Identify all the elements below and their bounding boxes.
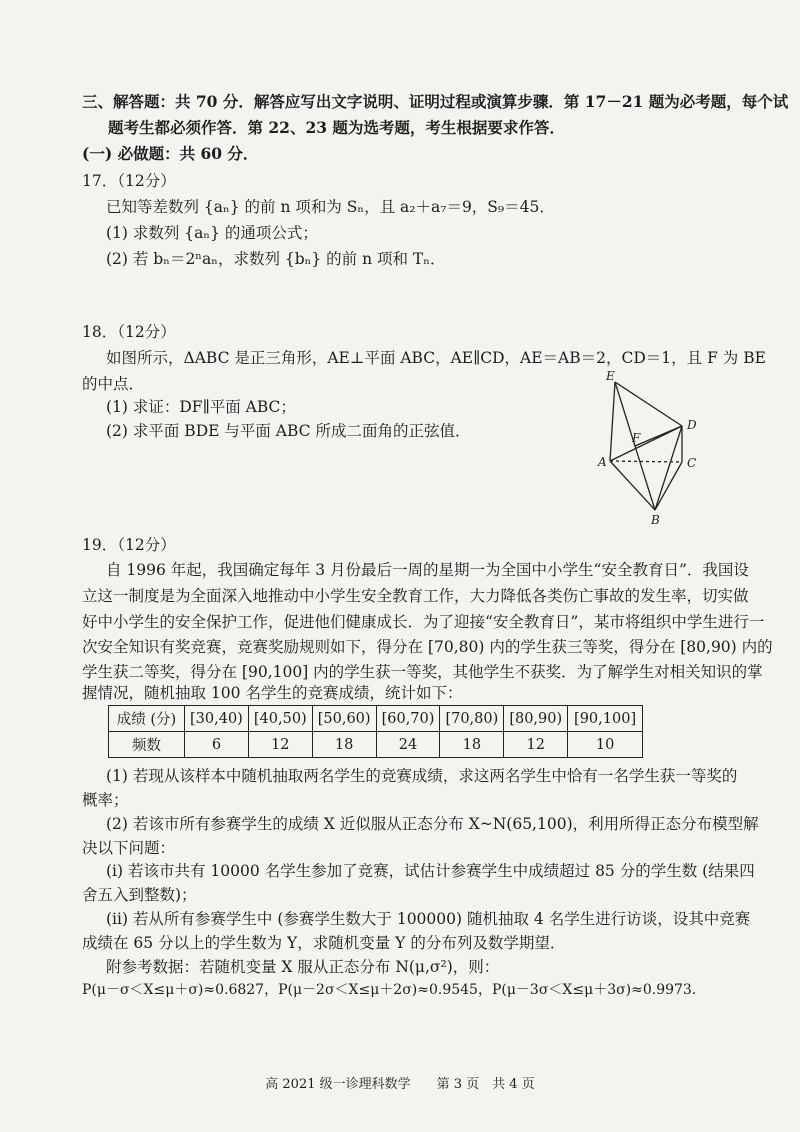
table-cell: 10 — [568, 732, 643, 758]
q17-part1: (1) 求数列 {aₙ} 的通项公式； — [106, 224, 318, 242]
table-cell: [80,90) — [504, 706, 568, 732]
section-heading-line2: 题考生都必须作答．第 22、23 题为选考题，考生根据要求作答． — [108, 118, 565, 137]
table-cell: [70,80) — [440, 706, 504, 732]
q18-stem-line1: 如图所示，ΔABC 是正三角形，AE⊥平面 ABC，AE∥CD，AE＝AB＝2，CD＝1，且 F 为 BE — [106, 349, 766, 367]
q18-part1: (1) 求证：DF∥平面 ABC； — [106, 398, 296, 416]
part-heading: (一) 必做题：共 60 分． — [82, 144, 259, 163]
label-f: F — [632, 431, 641, 445]
table-cell: [60,70) — [376, 706, 440, 732]
q19-reference-line1: 附参考数据：若随机变量 X 服从正态分布 N(μ,σ²)，则： — [106, 958, 500, 976]
q17-stem: 已知等差数列 {aₙ} 的前 n 项和为 Sₙ，且 a₂＋a₇＝9，S₉＝45． — [106, 198, 555, 216]
table-row — [109, 706, 643, 732]
q19-para-line5: 学生获二等奖，得分在 [90,100] 内的学生获一等奖，其他学生不获奖．为了解学生对相关知识的掌 — [82, 663, 763, 681]
table-cell: 18 — [440, 732, 504, 758]
q19-sub2-line2: 决以下问题： — [82, 839, 176, 857]
q18-part2: (2) 求平面 BDE 与平面 ABC 所成二面角的正弦值． — [106, 422, 471, 440]
label-a: A — [598, 455, 607, 469]
q19-reference-line2: P(μ－σ＜X≤μ＋σ)≈0.6827，P(μ－2σ＜X≤μ＋2σ)≈0.9545，P(μ－3σ＜X≤μ＋3σ)≈0.9973． — [82, 982, 706, 998]
table-cell: 18 — [312, 732, 376, 758]
q18-stem-line2: 的中点． — [82, 375, 145, 393]
q19-sub2ii-line2: 成绩在 65 分以上的学生数为 Y，求随机变量 Y 的分布列及数学期望． — [82, 934, 566, 952]
q19-para-line2: 立这一制度是为全面深入地推动中小学生安全教育工作，大力降低各类伤亡事故的发生率，切实做 — [82, 587, 749, 605]
table-header-frequency: 频数 — [109, 732, 185, 758]
page-footer: 高 2021 级一诊理科数学 第 3 页 共 4 页 — [265, 1077, 535, 1092]
edge-fd — [635, 426, 682, 446]
edge-ae — [610, 382, 615, 461]
label-b: B — [651, 513, 660, 527]
table-cell: [40,50) — [248, 706, 312, 732]
table-cell: 24 — [376, 732, 440, 758]
q19-sub1-line2: 概率； — [82, 791, 129, 809]
q19-para-line3: 好中小学生的安全保护工作，促进他们健康成长．为了迎接“安全教育日”，某市将组织中学生进行一 — [82, 613, 765, 631]
q19-sub2ii-line1: (ⅱ) 若从所有参赛学生中 (参赛学生数大于 100000) 随机抽取 4 名学生进行访谈，设其中竞赛 — [106, 910, 751, 928]
score-frequency-table — [108, 705, 643, 758]
q19-sub1-line1: (1) 若现从该样本中随机抽取两名学生的竞赛成绩，求这两名学生中恰有一名学生获一等奖的 — [106, 767, 738, 785]
q19-number: 19．（12分） — [82, 536, 176, 554]
q19-para-line4: 次安全知识有奖竞赛，竞赛奖励规则如下，得分在 [70,80) 内的学生获三等奖，得分在 [80,90) 内的 — [82, 638, 773, 656]
q17-part2: (2) 若 bₙ＝2ⁿaₙ，求数列 {bₙ} 的前 n 项和 Tₙ． — [106, 250, 446, 268]
q18-number: 18．（12分） — [82, 323, 176, 341]
edge-ab — [610, 461, 655, 510]
edge-ed — [615, 382, 682, 426]
q19-sub2-line1: (2) 若该市所有参赛学生的成绩 X 近似服从正态分布 X~N(65,100)，利用所得正态分布模型解 — [106, 815, 759, 833]
table-cell: [90,100] — [568, 706, 643, 732]
q19-para-line6: 握情况，随机抽取 100 名学生的竞赛成绩，统计如下： — [82, 684, 463, 702]
q19-sub2i-line1: (ⅰ) 若该市共有 10000 名学生参加了竞赛，试估计参赛学生中成绩超过 85 分的学生数 (结果四 — [106, 862, 755, 880]
q17-number: 17．（12分） — [82, 172, 176, 190]
label-c: C — [687, 456, 697, 470]
label-e: E — [606, 369, 615, 383]
table-cell: 12 — [504, 732, 568, 758]
table-row — [109, 732, 643, 758]
table-cell: 6 — [185, 732, 249, 758]
geometry-figure — [590, 368, 710, 528]
table-cell: [30,40) — [185, 706, 249, 732]
section-heading-line1: 三、解答题：共 70 分．解答应写出文字说明、证明过程或演算步骤．第 17－21 题为必考题，每个试 — [82, 92, 789, 111]
table-cell: 12 — [248, 732, 312, 758]
table-cell: [50,60) — [312, 706, 376, 732]
label-d: D — [687, 418, 697, 432]
table-header-score: 成绩 (分) — [109, 706, 185, 732]
q19-sub2i-line2: 舍五入到整数)； — [82, 886, 197, 904]
q19-para-line1: 自 1996 年起，我国确定每年 3 月份最后一周的星期一为全国中小学生“安全教育日”．我国设 — [106, 561, 749, 579]
